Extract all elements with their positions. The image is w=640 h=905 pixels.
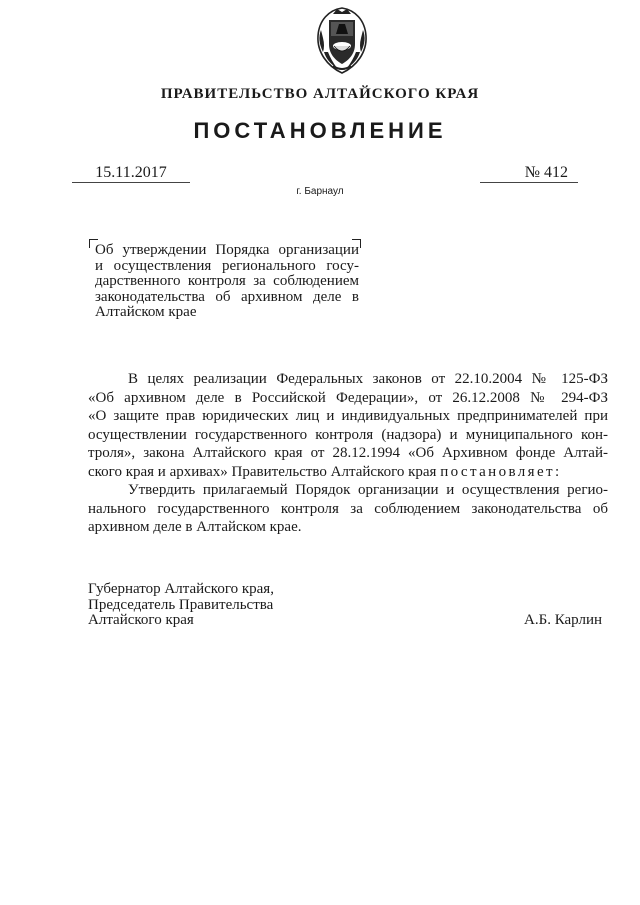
signatory-position-line: Председатель Правительства: [88, 596, 274, 613]
body-line: нального государственного контроля за соблюдением законодательства об: [88, 500, 608, 517]
body-line: «О защите прав юридических лиц и индивидуальных предпринимателей при: [88, 408, 608, 424]
decree-body: [88, 370, 608, 537]
city-label: г. Барнаул: [296, 186, 344, 197]
body-line: архивном деле в Алтайском крае.: [88, 519, 302, 535]
body-line: «Об архивном деле в Российской Федерации», от 26.12.2008 № 294-ФЗ: [88, 389, 608, 406]
body-line: [88, 463, 608, 482]
body-line: троля», закона Алтайского края от 28.12.1994 «Об Архивном фонде Алтай-: [88, 445, 608, 461]
subject-line: законодательства об архивном деле в: [95, 288, 359, 305]
decree-date: 15.11.2017: [72, 164, 190, 183]
subject-line: дарственного контроля за соблюдением: [95, 273, 359, 289]
body-line: осуществлении государственного контроля (надзора) и муниципального кон-: [88, 426, 608, 443]
decree-word: постановляет:: [440, 463, 562, 480]
coat-of-arms-emblem: [311, 6, 373, 76]
subject-line: Об утверждении Порядка организации: [95, 242, 359, 258]
signatory-position-line: Алтайского края: [88, 612, 194, 628]
body-line-text: ского края и архивах» Правительство Алтайского края: [88, 463, 441, 480]
government-name: ПРАВИТЕЛЬСТВО АЛТАЙСКОГО КРАЯ: [160, 86, 480, 102]
document-type-title: ПОСТАНОВЛЕНИЕ: [193, 118, 447, 143]
decree-number: № 412: [480, 164, 578, 183]
signatory-position-line: Губернатор Алтайского края,: [88, 581, 274, 597]
subject-line: и осуществления регионального госу-: [95, 257, 359, 274]
body-line: В целях реализации Федеральных законов от 22.10.2004 № 125-ФЗ: [128, 371, 608, 387]
signatory-name: А.Б. Карлин: [524, 612, 603, 628]
decree-subject: [95, 243, 359, 321]
body-line: Утвердить прилагаемый Порядок организации и осуществления регио-: [128, 482, 608, 498]
subject-line: Алтайском крае: [95, 304, 197, 320]
signatory-position: [88, 582, 274, 629]
